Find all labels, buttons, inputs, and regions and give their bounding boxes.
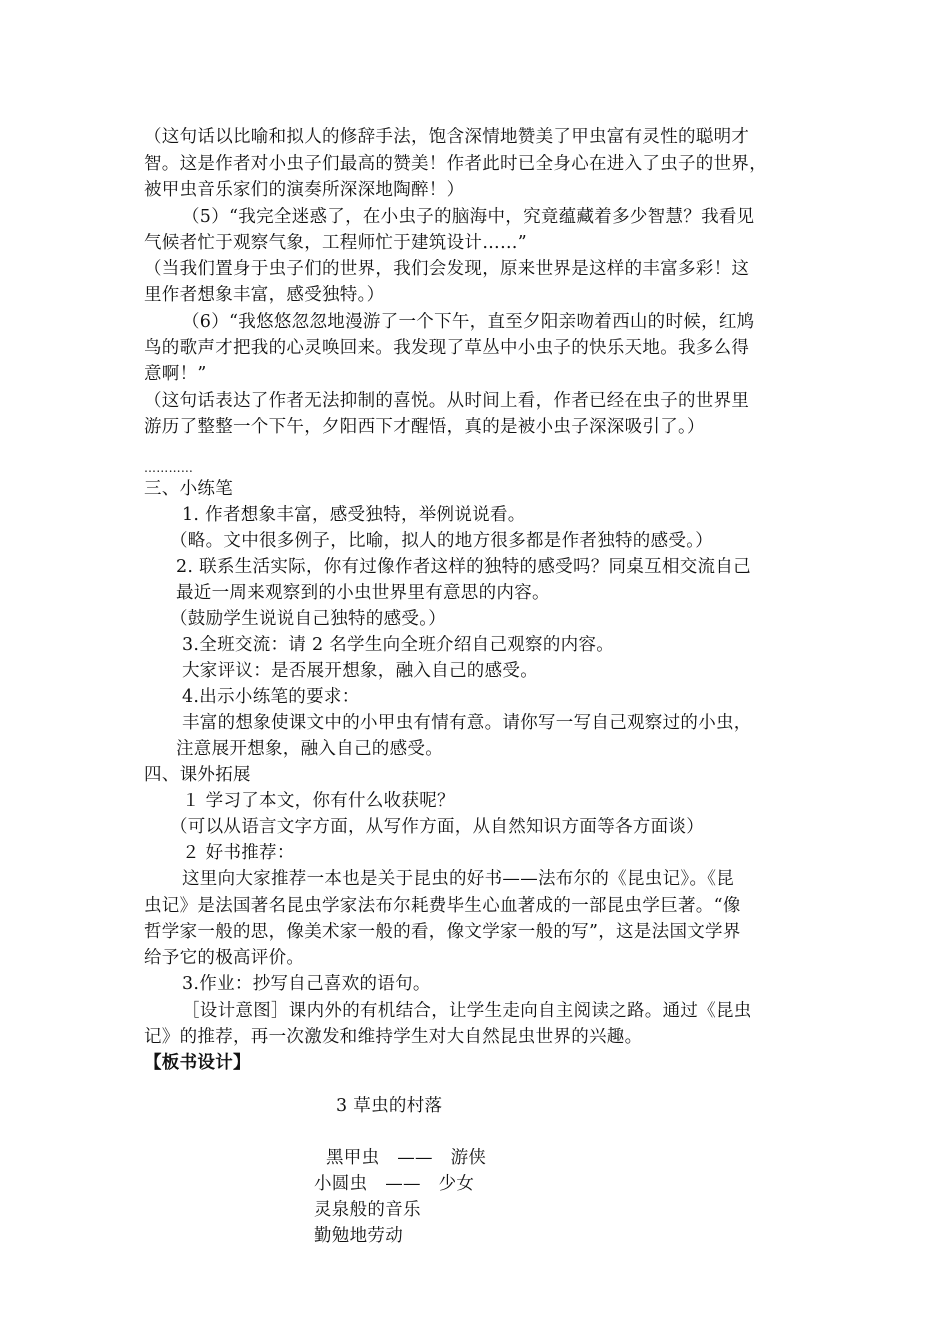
board-title: 3 草虫的村落 <box>336 1096 443 1116</box>
section-heading: 四、课外拓展 <box>144 765 251 785</box>
text-line: （鼓励学生说说自己独特的感受。） <box>170 609 447 629</box>
text-line: 意啊！” <box>144 364 207 384</box>
section-heading: 三、小练笔 <box>144 479 233 499</box>
text-line: 1. 作者想象丰富，感受独特，举例说说看。 <box>182 505 526 525</box>
text-line: 3.全班交流：请 2 名学生向全班介绍自己观察的内容。 <box>182 635 615 655</box>
text-line: （6）“我悠悠忽忽地漫游了一个下午，直至夕阳亲吻着西山的时候，红鸠 <box>182 312 755 332</box>
text-line: （当我们置身于虫子们的世界，我们会发现，原来世界是这样的丰富多彩！这 <box>144 259 750 279</box>
text-line: 4.出示小练笔的要求： <box>182 687 360 707</box>
text-line: 3.作业：抄写自己喜欢的语句。 <box>182 974 431 994</box>
text-line: 智。这是作者对小虫子们最高的赞美！作者此时已全身心在进入了虫子的世界， <box>144 154 767 174</box>
text-line: 被甲虫音乐家们的演奏所深深地陶醉！） <box>144 180 465 200</box>
text-line: 游历了整整一个下午，夕阳西下才醒悟，真的是被小虫子深深吸引了。） <box>144 417 705 437</box>
text-line: 哲学家一般的思，像美术家一般的看，像文学家一般的写”，这是法国文学界 <box>144 922 741 942</box>
text-line: 丰富的想象使课文中的小甲虫有情有意。请你写一写自己观察过的小虫， <box>182 713 752 733</box>
text-line: 大家评议：是否展开想象，融入自己的感受。 <box>182 661 538 681</box>
text-line: １ 学习了本文，你有什么收获呢？ <box>182 791 455 811</box>
text-line: 给予它的极高评价。 <box>144 948 305 968</box>
text-line: 注意展开想象，融入自己的感受。 <box>176 739 443 759</box>
board-line: 小圆虫 —— 少女 <box>314 1174 475 1194</box>
text-line: （略。文中很多例子，比喻，拟人的地方很多都是作者独特的感受。） <box>170 531 714 551</box>
text-line: 记》的推荐，再一次激发和维持学生对大自然昆虫世界的兴趣。 <box>144 1027 643 1047</box>
text-line: 最近一周来观察到的小虫世界里有意思的内容。 <box>176 583 550 603</box>
ellipsis-line: ………… <box>144 461 194 475</box>
text-line: （5）“我完全迷惑了，在小虫子的脑海中，究竟蕴藏着多少智慧？我看见 <box>182 207 755 227</box>
text-line: 2. 联系生活实际，你有过像作者这样的独特的感受吗？同桌互相交流自己 <box>176 557 751 577</box>
board-line: 灵泉般的音乐 <box>314 1200 421 1220</box>
text-line: 这里向大家推荐一本也是关于昆虫的好书——法布尔的《昆虫记》。《昆 <box>182 869 735 889</box>
text-line: （可以从语言文字方面，从写作方面，从自然知识方面等各方面谈） <box>170 817 704 837</box>
board-line: 勤勉地劳动 <box>314 1226 403 1246</box>
board-design-heading: 【板书设计】 <box>144 1053 251 1073</box>
board-line: 黑甲虫 —— 游侠 <box>326 1148 487 1168</box>
text-line: （这句话表达了作者无法抑制的喜悦。从时间上看，作者已经在虫子的世界里 <box>144 391 750 411</box>
text-line: 虫记》是法国著名昆虫学家法布尔耗费毕生心血著成的一部昆虫学巨著。“像 <box>144 896 741 916</box>
text-line: 气候者忙于观察气象，工程师忙于建筑设计……” <box>144 233 528 253</box>
text-line: （这句话以比喻和拟人的修辞手法，饱含深情地赞美了甲虫富有灵性的聪明才 <box>144 127 750 147</box>
text-line: ［设计意图］课内外的有机结合，让学生走向自主阅读之路。通过《昆虫 <box>182 1001 752 1021</box>
text-line: 里作者想象丰富，感受独特。） <box>144 285 385 305</box>
text-line: 鸟的歌声才把我的心灵唤回来。我发现了草丛中小虫子的快乐天地。我多么得 <box>144 338 750 358</box>
text-line: ２ 好书推荐： <box>182 843 295 863</box>
